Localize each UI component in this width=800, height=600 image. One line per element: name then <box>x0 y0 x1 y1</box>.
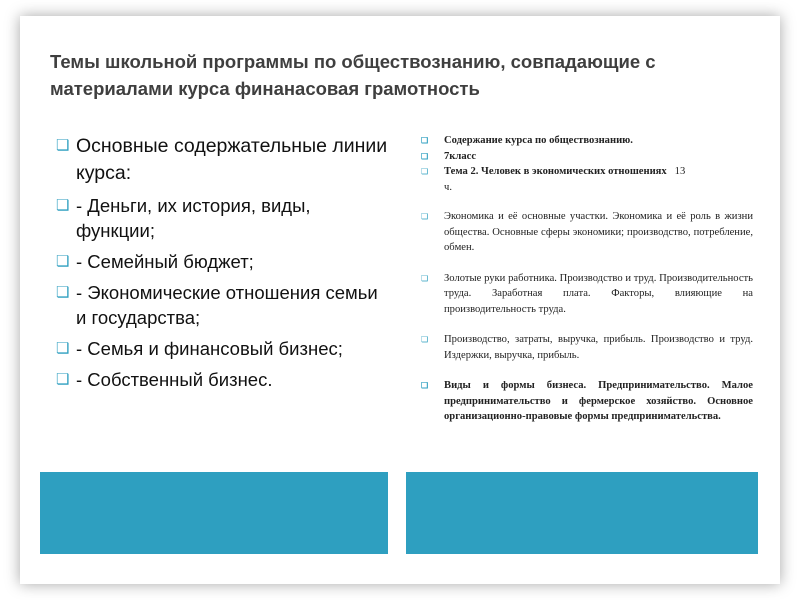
course-content-line <box>421 133 753 149</box>
paragraph-text: Золотые руки работника. Производство и труд. Производительность труда. Заработная плата. Факторы, влияющие на производительность труда. <box>444 272 753 315</box>
bullet-icon: ❏ <box>421 273 429 283</box>
paragraph-labor <box>421 271 753 318</box>
bullet-icon: ❏ <box>421 136 429 145</box>
list-item-text: - Собственный бизнес. <box>76 369 273 390</box>
footer-band-left <box>40 472 388 554</box>
bullet-icon: ❏ <box>421 167 429 176</box>
bullet-icon: ❏ <box>56 197 70 214</box>
paragraph-production <box>421 332 753 363</box>
slide-title: Темы школьной программы по обществознанию, совпадающие с материалами курса финанасовая грамотность <box>50 51 656 99</box>
paragraph-economy <box>421 209 753 256</box>
topic-title: Тема 2. Человек в экономических отношениях <box>444 166 667 177</box>
bullet-icon: ❏ <box>421 335 429 344</box>
bullet-icon: ❏ <box>56 137 70 154</box>
bullet-icon: ❏ <box>421 212 429 221</box>
paragraph-text: Виды и формы бизнеса. Предпринимательство. Малое предпринимательство и фермерское хозяйство. Основное организационно-правовые формы предпринимательства. <box>444 380 753 422</box>
list-item-text: - Семейный бюджет; <box>76 251 254 272</box>
list-item <box>56 280 388 330</box>
topic-hours: 13 <box>674 166 686 177</box>
bullet-icon: ❏ <box>56 284 70 301</box>
topic-line <box>421 164 753 195</box>
bullet-icon: ❏ <box>56 340 70 357</box>
left-heading-item <box>56 133 388 187</box>
list-item <box>56 193 388 243</box>
list-item <box>56 249 388 274</box>
list-item <box>56 336 388 361</box>
list-item-text: - Семья и финансовый бизнес; <box>76 338 343 359</box>
topic-hours-unit: ч. <box>444 181 452 193</box>
grade-line <box>421 149 753 165</box>
bullet-icon: ❏ <box>421 151 429 161</box>
left-heading: Основные содержательные линии курса: <box>76 135 388 184</box>
bullet-icon: ❏ <box>56 253 70 270</box>
paragraph-text: Производство, затраты, выручка, прибыль. Производство и труд. Издержки, выручка, прибыль. <box>444 334 753 361</box>
paragraph-text: Экономика и её основные участки. Экономика и её роль в жизни общества. Основные сферы экономики; производство, потребление, обмен. <box>444 211 753 253</box>
list-item-text: - Деньги, их история, виды, функции; <box>76 195 311 241</box>
list-item <box>56 367 388 392</box>
course-title: Содержание курса по обществознанию. <box>444 135 633 146</box>
footer-band-right <box>406 472 758 554</box>
right-column <box>421 133 753 425</box>
list-item-text: - Экономические отношения семьи и государства; <box>76 282 378 328</box>
grade-label: 7класс <box>444 150 477 162</box>
paragraph-business <box>421 378 753 425</box>
slide <box>20 16 780 584</box>
bullet-icon: ❏ <box>56 371 70 388</box>
bullet-icon: ❏ <box>421 381 429 390</box>
left-column <box>56 133 388 398</box>
